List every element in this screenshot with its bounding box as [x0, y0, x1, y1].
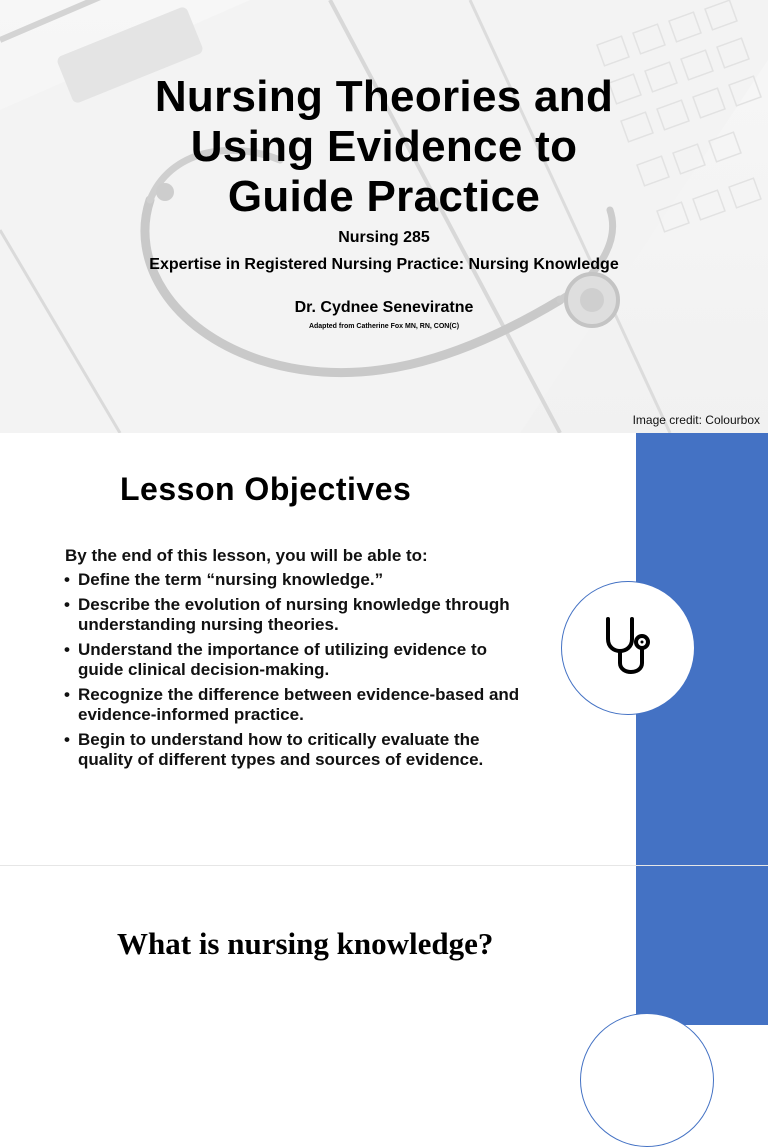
slide-title: What is nursing knowledge?	[117, 926, 494, 961]
presentation-title	[84, 72, 684, 222]
accent-panel	[636, 866, 768, 1025]
icon-circle	[580, 1013, 714, 1147]
list-item: • Recognize the difference between evidence-based and evidence-informed practice.	[64, 685, 534, 725]
objectives-slide	[0, 433, 768, 865]
stethoscope-icon	[598, 615, 658, 681]
list-item: • Define the term “nursing knowledge.”	[64, 570, 534, 590]
adapted-credit: Adapted from Catherine Fox MN, RN, CON(C)	[308, 323, 460, 330]
title-line-3: Guide Practice	[227, 172, 541, 221]
title-line-1: Nursing Theories and	[154, 72, 614, 121]
list-item: • Understand the importance of utilizing evidence to guide clinical decision-making.	[64, 640, 534, 680]
icon-circle	[561, 581, 695, 715]
author-name: Dr. Cydnee Seneviratne	[294, 299, 474, 316]
list-item: • Begin to understand how to critically evaluate the quality of different types and sources of evidence.	[64, 730, 534, 770]
image-credit: Image credit: Colourbox	[632, 413, 760, 427]
slide-title: Lesson Objectives	[120, 471, 412, 507]
knowledge-slide	[0, 865, 768, 1024]
objectives-intro: By the end of this lesson, you will be able to:	[65, 546, 428, 565]
course-name: Expertise in Registered Nursing Practice: Nursing Knowledge	[149, 256, 619, 273]
objectives-list	[64, 570, 534, 775]
list-item: • Describe the evolution of nursing knowledge through understanding nursing theories.	[64, 595, 534, 635]
course-code: Nursing 285	[338, 229, 430, 246]
title-slide	[0, 0, 768, 433]
title-line-2: Using Evidence to	[190, 122, 578, 171]
